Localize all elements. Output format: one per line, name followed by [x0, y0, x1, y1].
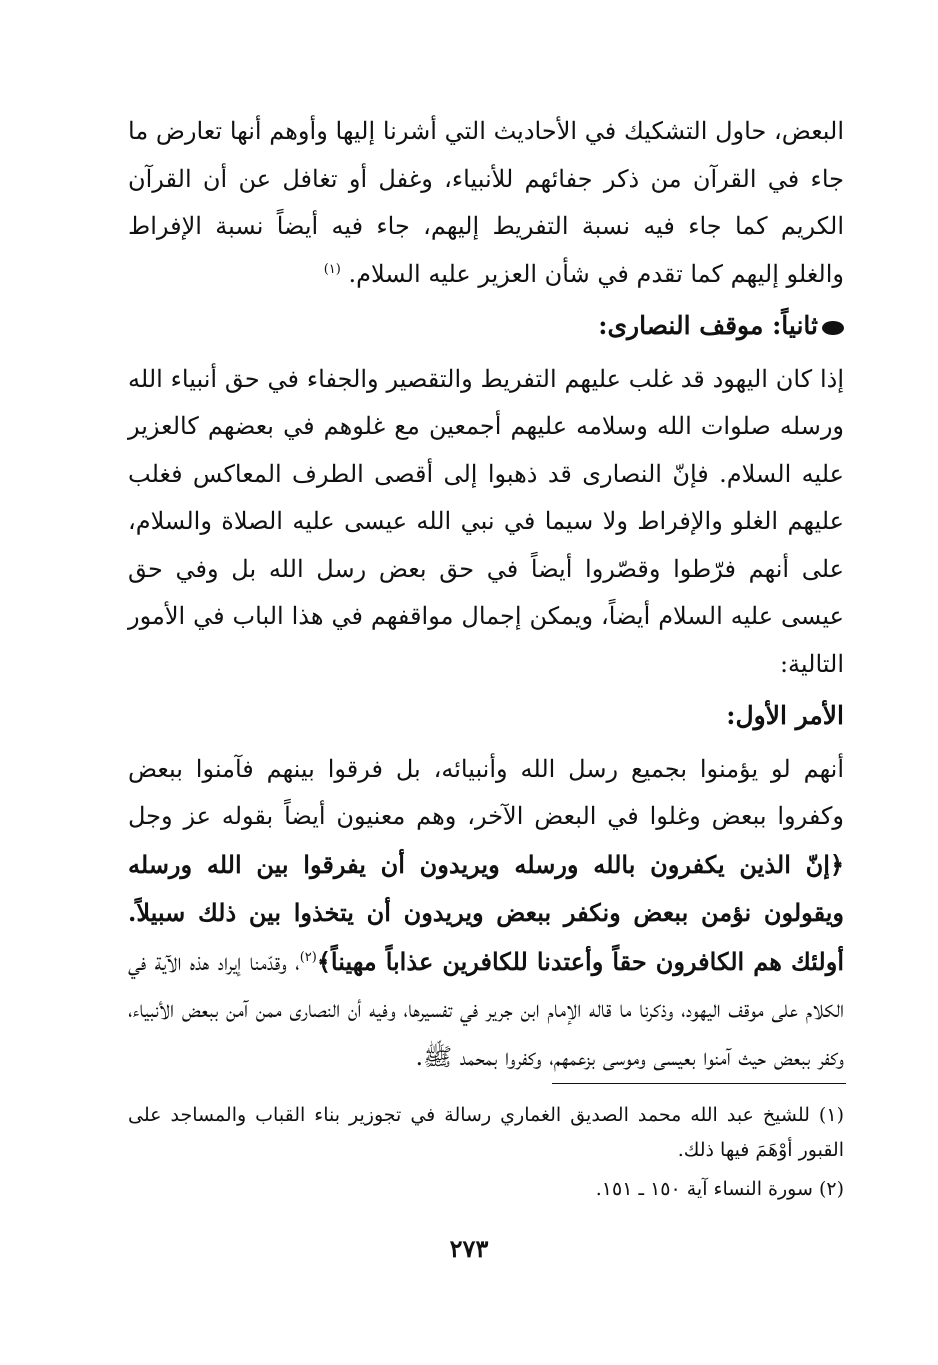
- main-text-column: [128, 108, 844, 1081]
- paragraph-3-intro: أنهم لو يؤمنوا بجميع رسل الله وأنبيائه، بل فرقوا بينهم فآمنوا ببعض وكفروا ببعض وغلوا في البعض الآخر، وهم معنيون أيضاً بقوله عز وجل: [128, 754, 844, 830]
- page-number: ٢٧٣: [449, 1234, 489, 1263]
- footnote-separator: [552, 1083, 846, 1084]
- quran-verse: ﴿إنّ الذين يكفرون بالله ورسله ويريدون أن يفرقوا بين الله ورسله ويقولون نؤمن ببعض ونكفر ببعض ويريدون أن يتخذوا بين ذلك سبيلاً. أولئك هم الكافرون حقاً وأعتدنا للكافرين عذاباً مهيناً﴾: [128, 849, 844, 976]
- footnote-ref-1: (١): [323, 261, 341, 277]
- section-heading-christians: [128, 302, 844, 350]
- footnotes: [128, 1098, 844, 1207]
- subsection-heading-first-matter: الأمر الأول:: [726, 701, 844, 730]
- footnote-2: (٢) سورة النساء آية ١٥٠ ـ ١٥١.: [595, 1178, 844, 1200]
- paragraph-2: إذا كان اليهود قد غلب عليهم التفريط والتقصير والجفاء في حق أنبياء الله ورسله صلوات الله وسلامه عليهم أجمعين مع غلوهم في بعضهم كالعزير عليه السلام. فإنّ النصارى قد ذهبوا إلى أقصى الطرف المعاكس فغلب عليهم الغلو والإفراط ولا سيما في نبي الله عيسى عليه الصلاة والسلام، على أنهم فرّطوا وقصّروا أيضاً في حق بعض رسل الله بل وفي حق عيسى عليه السلام أيضاً، ويمكن إجمال مواقفهم في هذا الباب في الأمور التالية:: [128, 364, 844, 678]
- paragraph-3: [128, 746, 844, 1082]
- paragraph-1-text: البعض، حاول التشكيك في الأحاديث التي أشرنا إليها وأوهم أنها تعارض ما جاء في القرآن من ذكر جفائهم للأنبياء، وغفل أو تغافل عن أن القرآن الكريم كما جاء فيه نسبة التفريط إليهم، جاء فيه أيضاً نسبة الإفراط والغلو إليهم كما تقدم في شأن العزير عليه السلام.: [128, 117, 844, 288]
- section-heading-text: ثانياً: موقف النصارى:: [598, 311, 818, 340]
- footnote-1: (١) للشيخ عبد الله محمد الصديق الغماري رسالة في تجوزير بناء القباب والمساجد على القبور أوْهَمَ فيها ذلك.: [128, 1104, 844, 1161]
- bullet-dot-icon: [822, 321, 844, 335]
- paragraph-3-rest: ، وقدّمنا إيراد هذه الآية في الكلام على موقف اليهود، وذكرنا ما قاله الإمام ابن جرير في تفسيرها، وفيه أن النصارى ممن آمن ببعض الأنبياء، وكفر ببعض حيث آمنوا بعيسى وموسى بزعمهم، وكفروا بمحمد ﷺ.: [128, 947, 844, 1071]
- paragraph-1: [128, 108, 844, 298]
- footnote-ref-2: (٢): [299, 949, 317, 965]
